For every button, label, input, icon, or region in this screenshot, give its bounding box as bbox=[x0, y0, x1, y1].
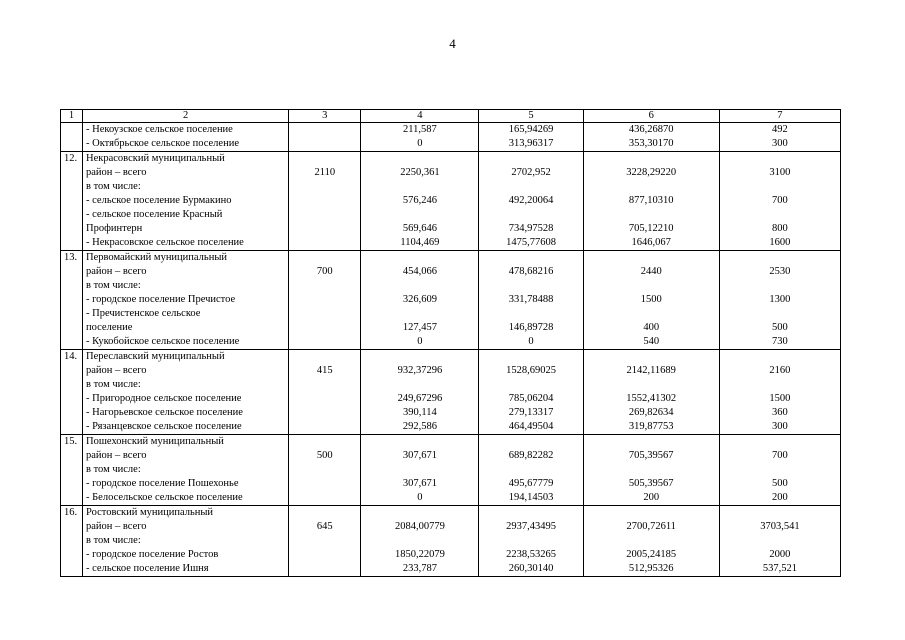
cell-line: 15. bbox=[64, 436, 78, 447]
cell-line: - сельское поселение Ишня bbox=[86, 563, 209, 574]
cell-line: в том числе: bbox=[86, 379, 141, 390]
cell-line: 194,14503 bbox=[508, 492, 554, 503]
cell-line: район – всего bbox=[86, 450, 147, 461]
cell-line bbox=[292, 251, 357, 265]
cell-line: - сельское поселение Бурмакино bbox=[86, 195, 232, 206]
cell-line: 495,67779 bbox=[508, 478, 554, 489]
row-col3-cell bbox=[289, 251, 361, 350]
row-name-cell bbox=[83, 152, 289, 251]
cell-line: Пошехонский муниципальный bbox=[86, 436, 224, 447]
cell-line: 0 bbox=[417, 492, 423, 503]
cell-line: - Пригородное сельское поселение bbox=[86, 393, 242, 404]
cell-line bbox=[292, 194, 357, 208]
cell-line: 2530 bbox=[769, 266, 791, 277]
cell-line: 512,95326 bbox=[628, 563, 674, 574]
cell-line: 700 bbox=[316, 266, 333, 277]
page-number: 4 bbox=[449, 36, 456, 51]
cell-line: 1500 bbox=[769, 393, 791, 404]
cell-line bbox=[292, 123, 357, 137]
cell-line: 269,82634 bbox=[628, 407, 674, 418]
cell-line: Первомайский муниципальный bbox=[86, 252, 227, 263]
cell-line: 454,066 bbox=[402, 266, 437, 277]
cell-line bbox=[482, 307, 579, 321]
cell-line bbox=[587, 208, 716, 222]
cell-line bbox=[482, 378, 579, 392]
cell-line: 12. bbox=[64, 153, 78, 164]
cell-line: 785,06204 bbox=[508, 393, 554, 404]
cell-line bbox=[292, 378, 357, 392]
cell-line: 2160 bbox=[769, 365, 791, 376]
cell-line bbox=[587, 534, 716, 548]
cell-line: 464,49504 bbox=[508, 421, 554, 432]
cell-line bbox=[482, 152, 579, 166]
cell-line: 700 bbox=[772, 195, 788, 206]
cell-line: 16. bbox=[64, 507, 78, 518]
cell-line: - Октябрьское сельское поселение bbox=[86, 138, 239, 149]
row-c6-cell bbox=[583, 152, 719, 251]
cell-line: - Рязанцевское сельское поселение bbox=[86, 421, 242, 432]
cell-line bbox=[723, 506, 837, 520]
row-index-cell bbox=[61, 152, 83, 251]
cell-line bbox=[292, 307, 357, 321]
cell-line: 390,114 bbox=[403, 407, 437, 418]
header-row bbox=[61, 110, 841, 123]
cell-line: - Белосельское сельское поселение bbox=[86, 492, 243, 503]
cell-line: 1600 bbox=[769, 237, 791, 248]
cell-line bbox=[723, 251, 837, 265]
cell-line bbox=[64, 123, 79, 137]
table-row bbox=[61, 435, 841, 506]
cell-line: 492,20064 bbox=[508, 195, 554, 206]
table-row bbox=[61, 350, 841, 435]
cell-line bbox=[723, 307, 837, 321]
cell-line bbox=[364, 506, 475, 520]
cell-line: 500 bbox=[316, 450, 333, 461]
row-c4-cell bbox=[361, 152, 479, 251]
cell-line bbox=[364, 208, 475, 222]
cell-line: - городское поселение Пошехонье bbox=[86, 478, 239, 489]
cell-line bbox=[482, 350, 579, 364]
cell-line: - Кукобойское сельское поселение bbox=[86, 336, 240, 347]
cell-line bbox=[292, 180, 357, 194]
cell-line: - Некрасовское сельское поселение bbox=[86, 237, 244, 248]
cell-line bbox=[723, 534, 837, 548]
cell-line: 1300 bbox=[769, 294, 791, 305]
cell-line bbox=[292, 236, 357, 250]
cell-line bbox=[723, 180, 837, 194]
cell-line: 307,671 bbox=[402, 450, 437, 461]
row-name-cell bbox=[83, 435, 289, 506]
cell-line: 2000 bbox=[769, 549, 791, 560]
cell-line bbox=[364, 463, 475, 477]
row-col3-cell bbox=[289, 152, 361, 251]
row-col3-cell bbox=[289, 123, 361, 152]
cell-line: 705,39567 bbox=[628, 450, 674, 461]
row-c7-cell bbox=[719, 506, 840, 577]
cell-line: 932,37296 bbox=[397, 365, 443, 376]
cell-line bbox=[292, 392, 357, 406]
cell-line bbox=[587, 307, 716, 321]
cell-line: 1850,22079 bbox=[394, 549, 445, 560]
cell-line bbox=[587, 279, 716, 293]
cell-line bbox=[364, 378, 475, 392]
cell-line: 292,586 bbox=[402, 421, 437, 432]
cell-line: 1646,067 bbox=[631, 237, 671, 248]
cell-line: 500 bbox=[772, 322, 788, 333]
cell-line: 705,12210 bbox=[628, 223, 674, 234]
row-index-cell bbox=[61, 506, 83, 577]
row-c5-cell bbox=[479, 506, 583, 577]
cell-line: 689,82282 bbox=[508, 450, 554, 461]
row-index-cell bbox=[61, 435, 83, 506]
cell-line bbox=[482, 208, 579, 222]
cell-line: 300 bbox=[772, 421, 788, 432]
cell-line: 260,30140 bbox=[508, 563, 554, 574]
cell-line bbox=[364, 279, 475, 293]
municipal-data-table bbox=[60, 109, 841, 577]
table-row bbox=[61, 506, 841, 577]
cell-line: 233,787 bbox=[402, 563, 437, 574]
row-c6-cell bbox=[583, 123, 719, 152]
cell-line bbox=[364, 152, 475, 166]
cell-line bbox=[364, 350, 475, 364]
cell-line: 400 bbox=[643, 322, 660, 333]
cell-line: 645 bbox=[316, 521, 333, 532]
row-col3-cell bbox=[289, 350, 361, 435]
cell-line bbox=[292, 137, 357, 151]
cell-line: 2005,24185 bbox=[626, 549, 677, 560]
cell-line bbox=[482, 279, 579, 293]
cell-line: 300 bbox=[772, 138, 788, 149]
cell-line bbox=[723, 279, 837, 293]
cell-line: Ростовский муниципальный bbox=[86, 507, 214, 518]
cell-line: 415 bbox=[316, 365, 333, 376]
row-name-cell bbox=[83, 350, 289, 435]
row-c5-cell bbox=[479, 152, 583, 251]
cell-line: район – всего bbox=[86, 521, 147, 532]
cell-line: 478,68216 bbox=[508, 266, 554, 277]
header-cell: 3 bbox=[289, 110, 361, 123]
cell-line bbox=[482, 506, 579, 520]
cell-line bbox=[364, 251, 475, 265]
header-cell: 6 bbox=[583, 110, 719, 123]
cell-line: Переславский муниципальный bbox=[86, 351, 225, 362]
row-c4-cell bbox=[361, 251, 479, 350]
cell-line bbox=[587, 152, 716, 166]
cell-line bbox=[292, 293, 357, 307]
header-cell: 1 bbox=[61, 110, 83, 123]
row-index-cell bbox=[61, 350, 83, 435]
cell-line: 279,13317 bbox=[508, 407, 554, 418]
row-c6-cell bbox=[583, 506, 719, 577]
header-cell: 5 bbox=[479, 110, 583, 123]
cell-line: в том числе: bbox=[86, 535, 141, 546]
cell-line: 3228,29220 bbox=[626, 167, 677, 178]
cell-line: 800 bbox=[772, 223, 788, 234]
cell-line: 1552,41302 bbox=[626, 393, 677, 404]
cell-line: 319,87753 bbox=[628, 421, 674, 432]
cell-line bbox=[587, 463, 716, 477]
cell-line: 200 bbox=[643, 492, 660, 503]
cell-line: в том числе: bbox=[86, 464, 141, 475]
row-c4-cell bbox=[361, 123, 479, 152]
cell-line bbox=[292, 406, 357, 420]
cell-line: 127,457 bbox=[402, 322, 437, 333]
cell-line: 492 bbox=[772, 124, 788, 135]
cell-line: 1528,69025 bbox=[506, 365, 556, 376]
row-c5-cell bbox=[479, 435, 583, 506]
cell-line bbox=[723, 152, 837, 166]
cell-line bbox=[292, 534, 357, 548]
cell-line: 1500 bbox=[640, 294, 662, 305]
cell-line bbox=[292, 491, 357, 505]
row-col3-cell bbox=[289, 435, 361, 506]
table-row bbox=[61, 123, 841, 152]
row-name-cell bbox=[83, 506, 289, 577]
cell-line: район – всего bbox=[86, 266, 147, 277]
row-index-cell bbox=[61, 251, 83, 350]
table-row bbox=[61, 251, 841, 350]
cell-line bbox=[587, 435, 716, 449]
cell-line bbox=[292, 335, 357, 349]
cell-line bbox=[482, 463, 579, 477]
cell-line bbox=[292, 548, 357, 562]
row-col3-cell bbox=[289, 506, 361, 577]
cell-line: 1475,77608 bbox=[506, 237, 556, 248]
cell-line: 436,26870 bbox=[628, 124, 674, 135]
cell-line: 13. bbox=[64, 252, 78, 263]
cell-line: район – всего bbox=[86, 167, 147, 178]
row-c5-cell bbox=[479, 123, 583, 152]
cell-line: 569,646 bbox=[402, 223, 437, 234]
cell-line bbox=[587, 350, 716, 364]
cell-line bbox=[364, 534, 475, 548]
row-c7-cell bbox=[719, 123, 840, 152]
cell-line bbox=[292, 279, 357, 293]
cell-line bbox=[482, 251, 579, 265]
cell-line: 3703,541 bbox=[760, 521, 800, 532]
cell-line bbox=[587, 506, 716, 520]
cell-line bbox=[292, 477, 357, 491]
cell-line bbox=[587, 378, 716, 392]
cell-line: 734,97528 bbox=[508, 223, 554, 234]
cell-line: 353,30170 bbox=[628, 138, 674, 149]
cell-line bbox=[292, 350, 357, 364]
row-name-cell bbox=[83, 123, 289, 152]
cell-line: 0 bbox=[417, 336, 423, 347]
cell-line bbox=[292, 208, 357, 222]
cell-line bbox=[292, 152, 357, 166]
cell-line: 576,246 bbox=[402, 195, 437, 206]
row-c7-cell bbox=[719, 350, 840, 435]
row-name-cell bbox=[83, 251, 289, 350]
cell-line: 211,587 bbox=[403, 124, 437, 135]
cell-line bbox=[292, 435, 357, 449]
table-body bbox=[61, 110, 841, 577]
row-c6-cell bbox=[583, 435, 719, 506]
row-c4-cell bbox=[361, 506, 479, 577]
cell-line bbox=[723, 378, 837, 392]
cell-line: 331,78488 bbox=[508, 294, 554, 305]
header-cell: 2 bbox=[83, 110, 289, 123]
row-index-cell bbox=[61, 123, 83, 152]
cell-line: 200 bbox=[772, 492, 788, 503]
cell-line: - Пречистенское сельское bbox=[86, 308, 201, 319]
cell-line: - городское поселение Ростов bbox=[86, 549, 219, 560]
row-c5-cell bbox=[479, 350, 583, 435]
cell-line: 313,96317 bbox=[508, 138, 554, 149]
cell-line: 540 bbox=[643, 336, 660, 347]
cell-line: 2937,43495 bbox=[506, 521, 556, 532]
cell-line: Некрасовский муниципальный bbox=[86, 153, 225, 164]
cell-line: Профинтерн bbox=[86, 223, 143, 234]
cell-line: 249,67296 bbox=[397, 393, 443, 404]
cell-line: 877,10310 bbox=[628, 195, 674, 206]
cell-line: 165,94269 bbox=[508, 124, 554, 135]
cell-line: 360 bbox=[772, 407, 788, 418]
row-c4-cell bbox=[361, 350, 479, 435]
cell-line bbox=[364, 435, 475, 449]
row-c6-cell bbox=[583, 350, 719, 435]
cell-line: 2238,53265 bbox=[506, 549, 556, 560]
cell-line: 505,39567 bbox=[628, 478, 674, 489]
cell-line bbox=[587, 251, 716, 265]
cell-line bbox=[292, 420, 357, 434]
row-c7-cell bbox=[719, 435, 840, 506]
cell-line: 537,521 bbox=[762, 563, 797, 574]
header-cell: 7 bbox=[719, 110, 840, 123]
cell-line bbox=[723, 350, 837, 364]
cell-line: 730 bbox=[772, 336, 788, 347]
row-c7-cell bbox=[719, 152, 840, 251]
cell-line: в том числе: bbox=[86, 280, 141, 291]
cell-line bbox=[292, 506, 357, 520]
row-c6-cell bbox=[583, 251, 719, 350]
cell-line: 0 bbox=[417, 138, 423, 149]
cell-line: 0 bbox=[528, 336, 534, 347]
table-row bbox=[61, 152, 841, 251]
cell-line: 3100 bbox=[769, 167, 791, 178]
cell-line: - Некоузское сельское поселение bbox=[86, 124, 233, 135]
cell-line bbox=[723, 208, 837, 222]
cell-line: - сельское поселение Красный bbox=[86, 209, 223, 220]
cell-line: 2702,952 bbox=[511, 167, 551, 178]
cell-line: - Нагорьевское сельское поселение bbox=[86, 407, 243, 418]
cell-line: 14. bbox=[64, 351, 78, 362]
row-c7-cell bbox=[719, 251, 840, 350]
cell-line bbox=[723, 435, 837, 449]
cell-line: 1104,469 bbox=[400, 237, 440, 248]
cell-line: поселение bbox=[86, 322, 133, 333]
cell-line: - городское поселение Пречистое bbox=[86, 294, 236, 305]
cell-line: 500 bbox=[772, 478, 788, 489]
cell-line: 146,89728 bbox=[508, 322, 554, 333]
cell-line bbox=[482, 435, 579, 449]
cell-line: 2142,11689 bbox=[626, 365, 676, 376]
cell-line: 2110 bbox=[314, 167, 336, 178]
cell-line bbox=[482, 534, 579, 548]
row-c5-cell bbox=[479, 251, 583, 350]
cell-line: район – всего bbox=[86, 365, 147, 376]
cell-line: 2700,72611 bbox=[626, 521, 676, 532]
header-cell: 4 bbox=[361, 110, 479, 123]
cell-line: 2250,361 bbox=[400, 167, 440, 178]
row-c4-cell bbox=[361, 435, 479, 506]
cell-line bbox=[292, 222, 357, 236]
cell-line bbox=[292, 562, 357, 576]
cell-line bbox=[292, 321, 357, 335]
cell-line: 2440 bbox=[640, 266, 662, 277]
cell-line bbox=[364, 307, 475, 321]
cell-line: 2084,00779 bbox=[394, 521, 445, 532]
cell-line bbox=[587, 180, 716, 194]
cell-line bbox=[364, 180, 475, 194]
cell-line: в том числе: bbox=[86, 181, 141, 192]
cell-line: 326,609 bbox=[402, 294, 437, 305]
cell-line: 307,671 bbox=[402, 478, 437, 489]
cell-line bbox=[292, 463, 357, 477]
cell-line bbox=[723, 463, 837, 477]
cell-line: 700 bbox=[772, 450, 788, 461]
cell-line bbox=[482, 180, 579, 194]
